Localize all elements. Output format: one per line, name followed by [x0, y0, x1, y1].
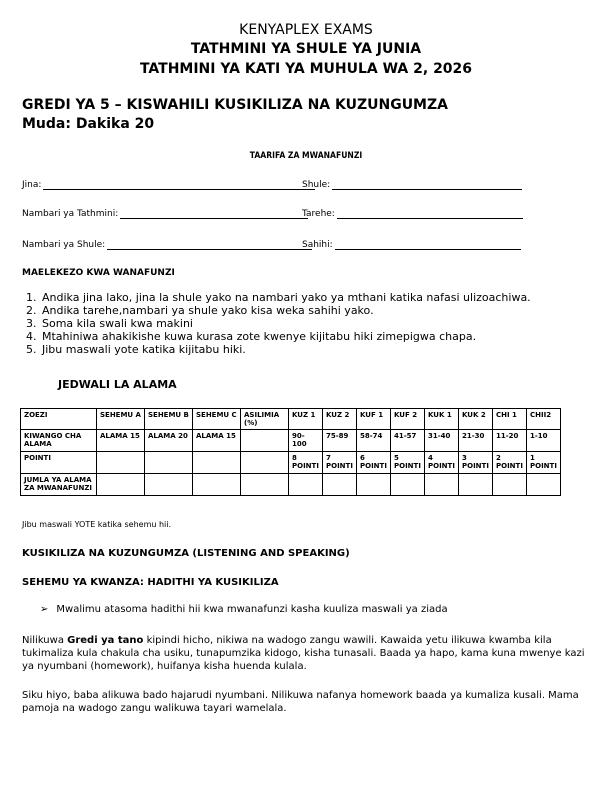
- table-cell: CHI 1: [493, 409, 527, 430]
- table-cell: 6 POINTI: [357, 452, 391, 474]
- table-cell: 2 POINTI: [493, 452, 527, 474]
- table-header-row: [21, 409, 561, 430]
- duration: Muda: Dakika 20: [22, 116, 155, 132]
- score-table-heading: JEDWALI LA ALAMA: [58, 378, 177, 391]
- table-cell: SEHEMU B: [145, 409, 193, 430]
- name-field[interactable]: [22, 180, 315, 190]
- instruction-item: 2. Andika tarehe,nambari ya shule yako kisa weka sahihi yako.: [40, 304, 600, 317]
- table-cell[interactable]: [97, 474, 145, 496]
- table-cell[interactable]: [241, 430, 289, 452]
- student-info-heading: TAARIFA ZA MWANAFUNZI: [249, 151, 363, 161]
- exam-subtitle: TATHMINI YA KATI YA MUHULA WA 2, 2026: [139, 61, 473, 77]
- school-line[interactable]: [332, 180, 522, 190]
- table-cell[interactable]: [193, 474, 241, 496]
- table-cell: SEHEMU C: [193, 409, 241, 430]
- arrow-bullet-icon: ➢: [40, 604, 49, 615]
- table-cell: KUF 2: [391, 409, 425, 430]
- table-cell: 8 POINTI: [289, 452, 323, 474]
- table-cell: 5 POINTI: [391, 452, 425, 474]
- table-cell: ZOEZI: [21, 409, 97, 430]
- school-number-line[interactable]: [107, 240, 312, 250]
- section-title: KUSIKILIZA NA KUZUNGUMZA (LISTENING AND SPEAKING): [22, 548, 350, 559]
- story-bold-text: Gredi ya tano: [67, 635, 144, 646]
- table-cell[interactable]: [323, 474, 357, 496]
- instructions-list: [18, 291, 600, 356]
- school-number-label: Nambari ya Shule:: [22, 240, 106, 250]
- school-number-field[interactable]: [22, 240, 312, 250]
- table-cell: KUK 2: [459, 409, 493, 430]
- table-cell[interactable]: [289, 474, 323, 496]
- assessment-number-field[interactable]: [22, 209, 308, 219]
- table-cell: 58-74: [357, 430, 391, 452]
- table-row: [21, 474, 561, 496]
- answer-all-note: Jibu maswali YOTE katika sehemu hii.: [22, 520, 172, 529]
- signature-field[interactable]: [302, 240, 521, 250]
- table-cell: KIWANGO CHA ALAMA: [21, 430, 97, 452]
- table-cell[interactable]: [527, 474, 561, 496]
- school-field[interactable]: [302, 180, 522, 190]
- name-label: Jina:: [22, 180, 42, 190]
- teacher-note-text: Mwalimu atasoma hadithi hii kwa mwanafunzi kasha kuuliza maswali ya ziada: [56, 604, 448, 615]
- signature-line[interactable]: [335, 240, 521, 250]
- part-one-title: SEHEMU YA KWANZA: HADITHI YA KUSIKILIZA: [22, 577, 279, 588]
- date-line[interactable]: [337, 209, 523, 219]
- exam-title: TATHMINI YA SHULE YA JUNIA: [190, 41, 422, 57]
- table-row: [21, 452, 561, 474]
- table-cell[interactable]: [425, 474, 459, 496]
- story-paragraph-2: Siku hiyo, baba alikuwa bado hajarudi nyumbani. Nilikuwa nafanya homework baada ya kumaliza kusali. Mama pamoja na wadogo zangu walikuwa tayari wamelala.: [22, 690, 579, 714]
- instruction-item: 5. Jibu maswali yote katika kijitabu hiki.: [40, 343, 600, 356]
- table-cell: KUZ 2: [323, 409, 357, 430]
- table-cell: ALAMA 15: [193, 430, 241, 452]
- table-cell: ASILIMIA (%): [241, 409, 289, 430]
- table-cell: 3 POINTI: [459, 452, 493, 474]
- table-cell: JUMLA YA ALAMA ZA MWANAFUNZI: [21, 474, 97, 496]
- table-cell[interactable]: [357, 474, 391, 496]
- date-field[interactable]: [302, 209, 523, 219]
- table-cell[interactable]: [193, 452, 241, 474]
- assessment-number-label: Nambari ya Tathmini:: [22, 209, 119, 219]
- exam-provider: KENYAPLEX EXAMS: [239, 22, 373, 38]
- instructions-heading: MAELEKEZO KWA WANAFUNZI: [22, 268, 175, 278]
- table-cell[interactable]: [241, 452, 289, 474]
- table-cell: 7 POINTI: [323, 452, 357, 474]
- table-cell[interactable]: [241, 474, 289, 496]
- school-label: Shule:: [302, 180, 331, 190]
- assessment-number-line[interactable]: [120, 209, 308, 219]
- instruction-item: 1. Andika jina lako, jina la shule yako na nambari yako ya mthani katika nafasi ulizoachiwa.: [40, 291, 600, 304]
- table-cell: 41-57: [391, 430, 425, 452]
- instruction-item: 4. Mtahiniwa ahakikishe kuwa kurasa zote kwenye kijitabu hiki zimepigwa chapa.: [40, 330, 600, 343]
- table-cell: KUF 1: [357, 409, 391, 430]
- table-cell: 90-100: [289, 430, 323, 452]
- table-cell: ALAMA 20: [145, 430, 193, 452]
- table-cell: 1-10: [527, 430, 561, 452]
- table-cell: POINTI: [21, 452, 97, 474]
- signature-label: Sahihi:: [302, 240, 333, 250]
- table-cell: 1 POINTI: [527, 452, 561, 474]
- table-cell: 21-30: [459, 430, 493, 452]
- subject-title: GREDI YA 5 – KISWAHILI KUSIKILIZA NA KUZUNGUMZA: [22, 97, 448, 113]
- table-row: [21, 430, 561, 452]
- table-cell[interactable]: [459, 474, 493, 496]
- table-cell[interactable]: [97, 452, 145, 474]
- table-cell: 31-40: [425, 430, 459, 452]
- table-cell: KUZ 1: [289, 409, 323, 430]
- table-cell: CHII2: [527, 409, 561, 430]
- instruction-item: 3. Soma kila swali kwa makini: [40, 317, 600, 330]
- table-cell: KUK 1: [425, 409, 459, 430]
- table-cell: 75-89: [323, 430, 357, 452]
- table-cell[interactable]: [145, 452, 193, 474]
- story-text: Nilikuwa: [22, 635, 68, 646]
- table-cell: SEHEMU A: [97, 409, 145, 430]
- table-cell[interactable]: [145, 474, 193, 496]
- table-cell[interactable]: [493, 474, 527, 496]
- table-cell: 4 POINTI: [425, 452, 459, 474]
- table-cell: ALAMA 15: [97, 430, 145, 452]
- table-cell: 11-20: [493, 430, 527, 452]
- teacher-note: [40, 604, 448, 615]
- story-text: kipindi hicho, nikiwa na wadogo zangu wawili. Kawaida yetu ilikuwa kwamba kila tukimaliza kula chakula cha usiku, tunapumzika kidogo, kisha tunasali. Baada ya hapo, kama kuna mwenye kazi ya nyumbani (homework), huifanya kisha huenda kulala.: [22, 635, 585, 672]
- date-label: Tarehe:: [302, 209, 335, 219]
- name-line[interactable]: [43, 180, 315, 190]
- story-paragraph-1: [22, 634, 594, 673]
- score-table: [20, 408, 561, 496]
- table-cell[interactable]: [391, 474, 425, 496]
